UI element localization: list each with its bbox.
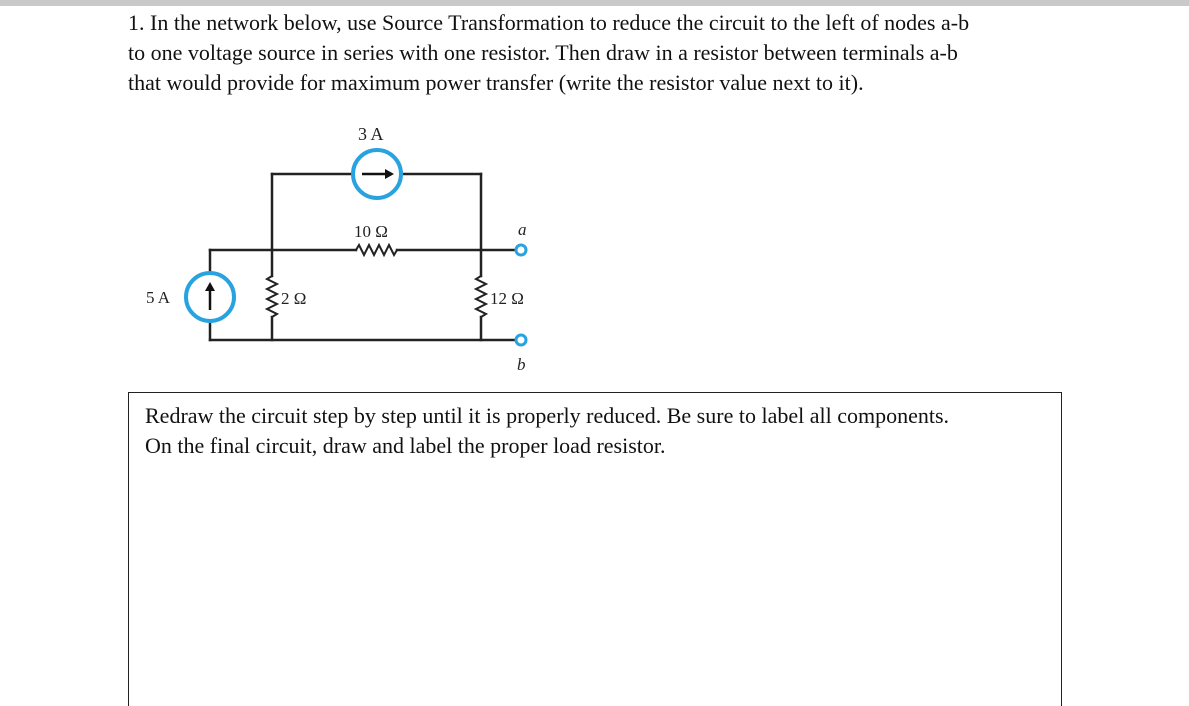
current-source-3a-icon (353, 150, 401, 198)
question-line-3: that would provide for maximum power transfer (write the resistor value next to it). (128, 70, 864, 95)
label-10-ohm: 10 Ω (354, 222, 388, 241)
current-source-5a-icon (186, 273, 234, 321)
answer-line-1: Redraw the circuit step by step until it is properly reduced. Be sure to label all components. (145, 403, 950, 428)
resistor-12-ohm-zigzag (476, 276, 486, 317)
answer-box[interactable] (128, 392, 1062, 706)
label-2-ohm: 2 Ω (281, 289, 307, 308)
terminal-b-node (516, 335, 526, 345)
label-3a: 3 A (358, 124, 384, 144)
top-divider (0, 0, 1189, 6)
label-12-ohm: 12 Ω (490, 289, 524, 308)
label-terminal-b: b (517, 355, 526, 374)
answer-instructions (145, 401, 949, 461)
resistor-10-ohm-zigzag (356, 245, 397, 255)
label-terminal-a: a (518, 220, 527, 239)
answer-line-2: On the final circuit, draw and label the proper load resistor. (145, 433, 666, 458)
label-5a: 5 A (146, 288, 171, 307)
terminal-a-node (516, 245, 526, 255)
question-text (128, 8, 1128, 98)
resistor-2-ohm-zigzag (267, 276, 277, 317)
question-line-1: 1. In the network below, use Source Transformation to reduce the circuit to the left of nodes a-b (128, 10, 970, 35)
question-line-2: to one voltage source in series with one resistor. Then draw in a resistor between terminals a-b (128, 40, 958, 65)
